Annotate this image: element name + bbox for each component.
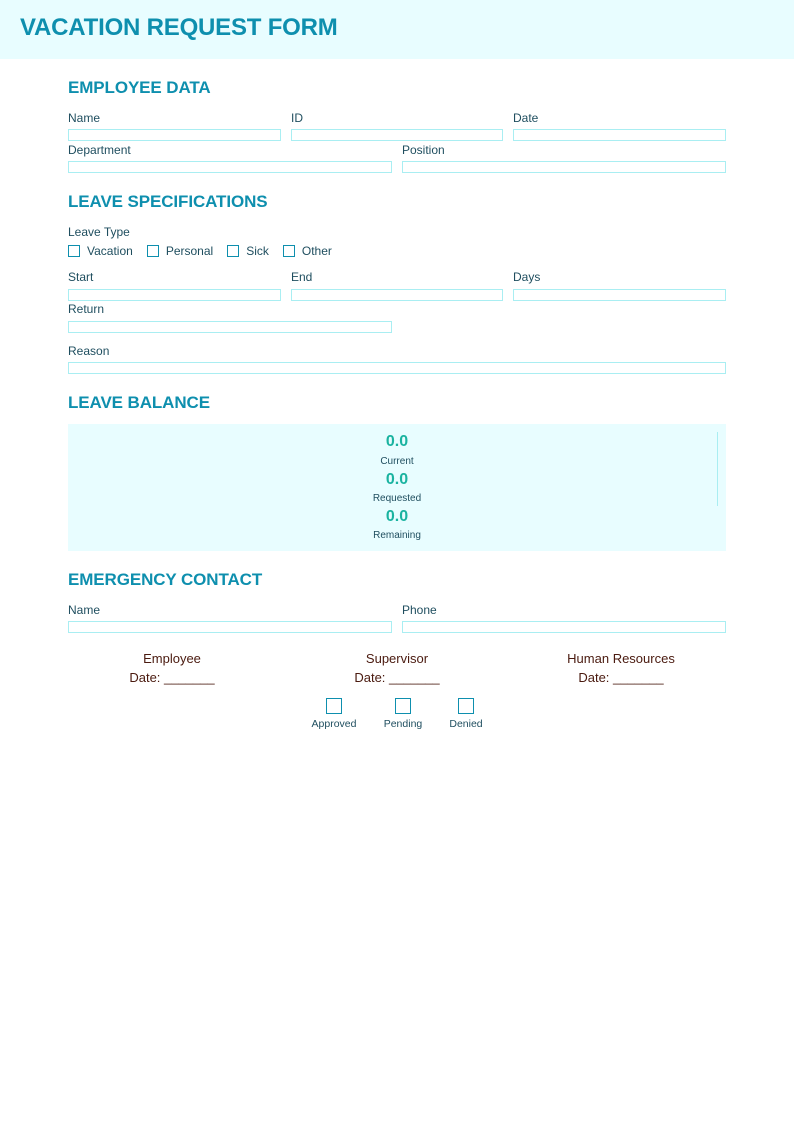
leave-type-other[interactable] xyxy=(283,244,332,258)
section-title-emergency-contact: EMERGENCY CONTACT xyxy=(68,570,263,589)
balance-requested-label: Requested xyxy=(372,493,422,504)
section-title-leave-specifications: LEAVE SPECIFICATIONS xyxy=(68,192,268,211)
signature-employee xyxy=(62,649,282,687)
end-label: End xyxy=(291,270,313,284)
contact-phone-input[interactable] xyxy=(402,621,726,633)
signature-human-resources xyxy=(511,649,731,687)
employee-name-input[interactable] xyxy=(68,129,281,141)
checkbox-icon[interactable] xyxy=(147,245,159,257)
signature-date-line[interactable]: Date: _______ xyxy=(354,670,440,685)
checkbox-icon[interactable] xyxy=(227,245,239,257)
checkbox-icon[interactable] xyxy=(395,698,411,714)
balance-requested-value: 0.0 xyxy=(385,471,409,488)
status-denied-label: Denied xyxy=(449,718,483,730)
signature-role: Human Resources xyxy=(567,651,675,666)
reason-label: Reason xyxy=(68,344,110,358)
leave-type-options xyxy=(68,244,346,258)
status-denied[interactable] xyxy=(436,698,496,730)
status-approved[interactable] xyxy=(304,698,364,730)
checkbox-icon[interactable] xyxy=(458,698,474,714)
checkbox-icon[interactable] xyxy=(326,698,342,714)
balance-remaining-value: 0.0 xyxy=(385,508,409,525)
balance-current-label: Current xyxy=(380,456,414,467)
employee-id-input[interactable] xyxy=(291,129,503,141)
days-label: Days xyxy=(513,270,541,284)
status-pending-label: Pending xyxy=(383,718,423,730)
employee-id-label: ID xyxy=(291,111,303,125)
start-date-input[interactable] xyxy=(68,289,281,301)
days-input[interactable] xyxy=(513,289,726,301)
leave-type-sick-label: Sick xyxy=(246,244,269,258)
form-header xyxy=(0,0,794,59)
leave-type-label: Leave Type xyxy=(68,225,130,239)
leave-type-sick[interactable] xyxy=(227,244,269,258)
return-label: Return xyxy=(68,302,105,316)
position-input[interactable] xyxy=(402,161,726,173)
contact-phone-label: Phone xyxy=(402,603,437,617)
form-title: VACATION REQUEST FORM xyxy=(20,14,338,41)
reason-input[interactable] xyxy=(68,362,726,374)
signature-supervisor xyxy=(287,649,507,687)
contact-name-input[interactable] xyxy=(68,621,392,633)
signature-role: Supervisor xyxy=(365,651,429,666)
leave-balance-panel xyxy=(68,424,726,551)
signature-date-line[interactable]: Date: _______ xyxy=(578,670,664,685)
department-label: Department xyxy=(68,143,131,157)
employee-date-label: Date xyxy=(513,111,539,125)
employee-name-label: Name xyxy=(68,111,101,125)
contact-name-label: Name xyxy=(68,603,101,617)
end-date-input[interactable] xyxy=(291,289,503,301)
position-label: Position xyxy=(402,143,445,157)
section-title-employee-data: EMPLOYEE DATA xyxy=(68,78,211,97)
leave-type-other-label: Other xyxy=(301,244,332,258)
leave-type-vacation-label: Vacation xyxy=(87,244,133,258)
section-title-leave-balance: LEAVE BALANCE xyxy=(68,393,210,412)
checkbox-icon[interactable] xyxy=(283,245,295,257)
return-date-input[interactable] xyxy=(68,321,392,333)
signature-role: Employee xyxy=(143,651,201,666)
leave-type-personal-label: Personal xyxy=(165,244,214,258)
signature-date-line[interactable]: Date: _______ xyxy=(129,670,215,685)
status-approved-label: Approved xyxy=(311,718,357,730)
status-pending[interactable] xyxy=(373,698,433,730)
balance-remaining-label: Remaining xyxy=(373,530,421,541)
leave-type-personal[interactable] xyxy=(147,244,213,258)
start-label: Start xyxy=(68,270,94,284)
employee-date-input[interactable] xyxy=(513,129,726,141)
balance-current-value: 0.0 xyxy=(385,433,409,450)
checkbox-icon[interactable] xyxy=(68,245,80,257)
leave-type-vacation[interactable] xyxy=(68,244,133,258)
department-input[interactable] xyxy=(68,161,392,173)
